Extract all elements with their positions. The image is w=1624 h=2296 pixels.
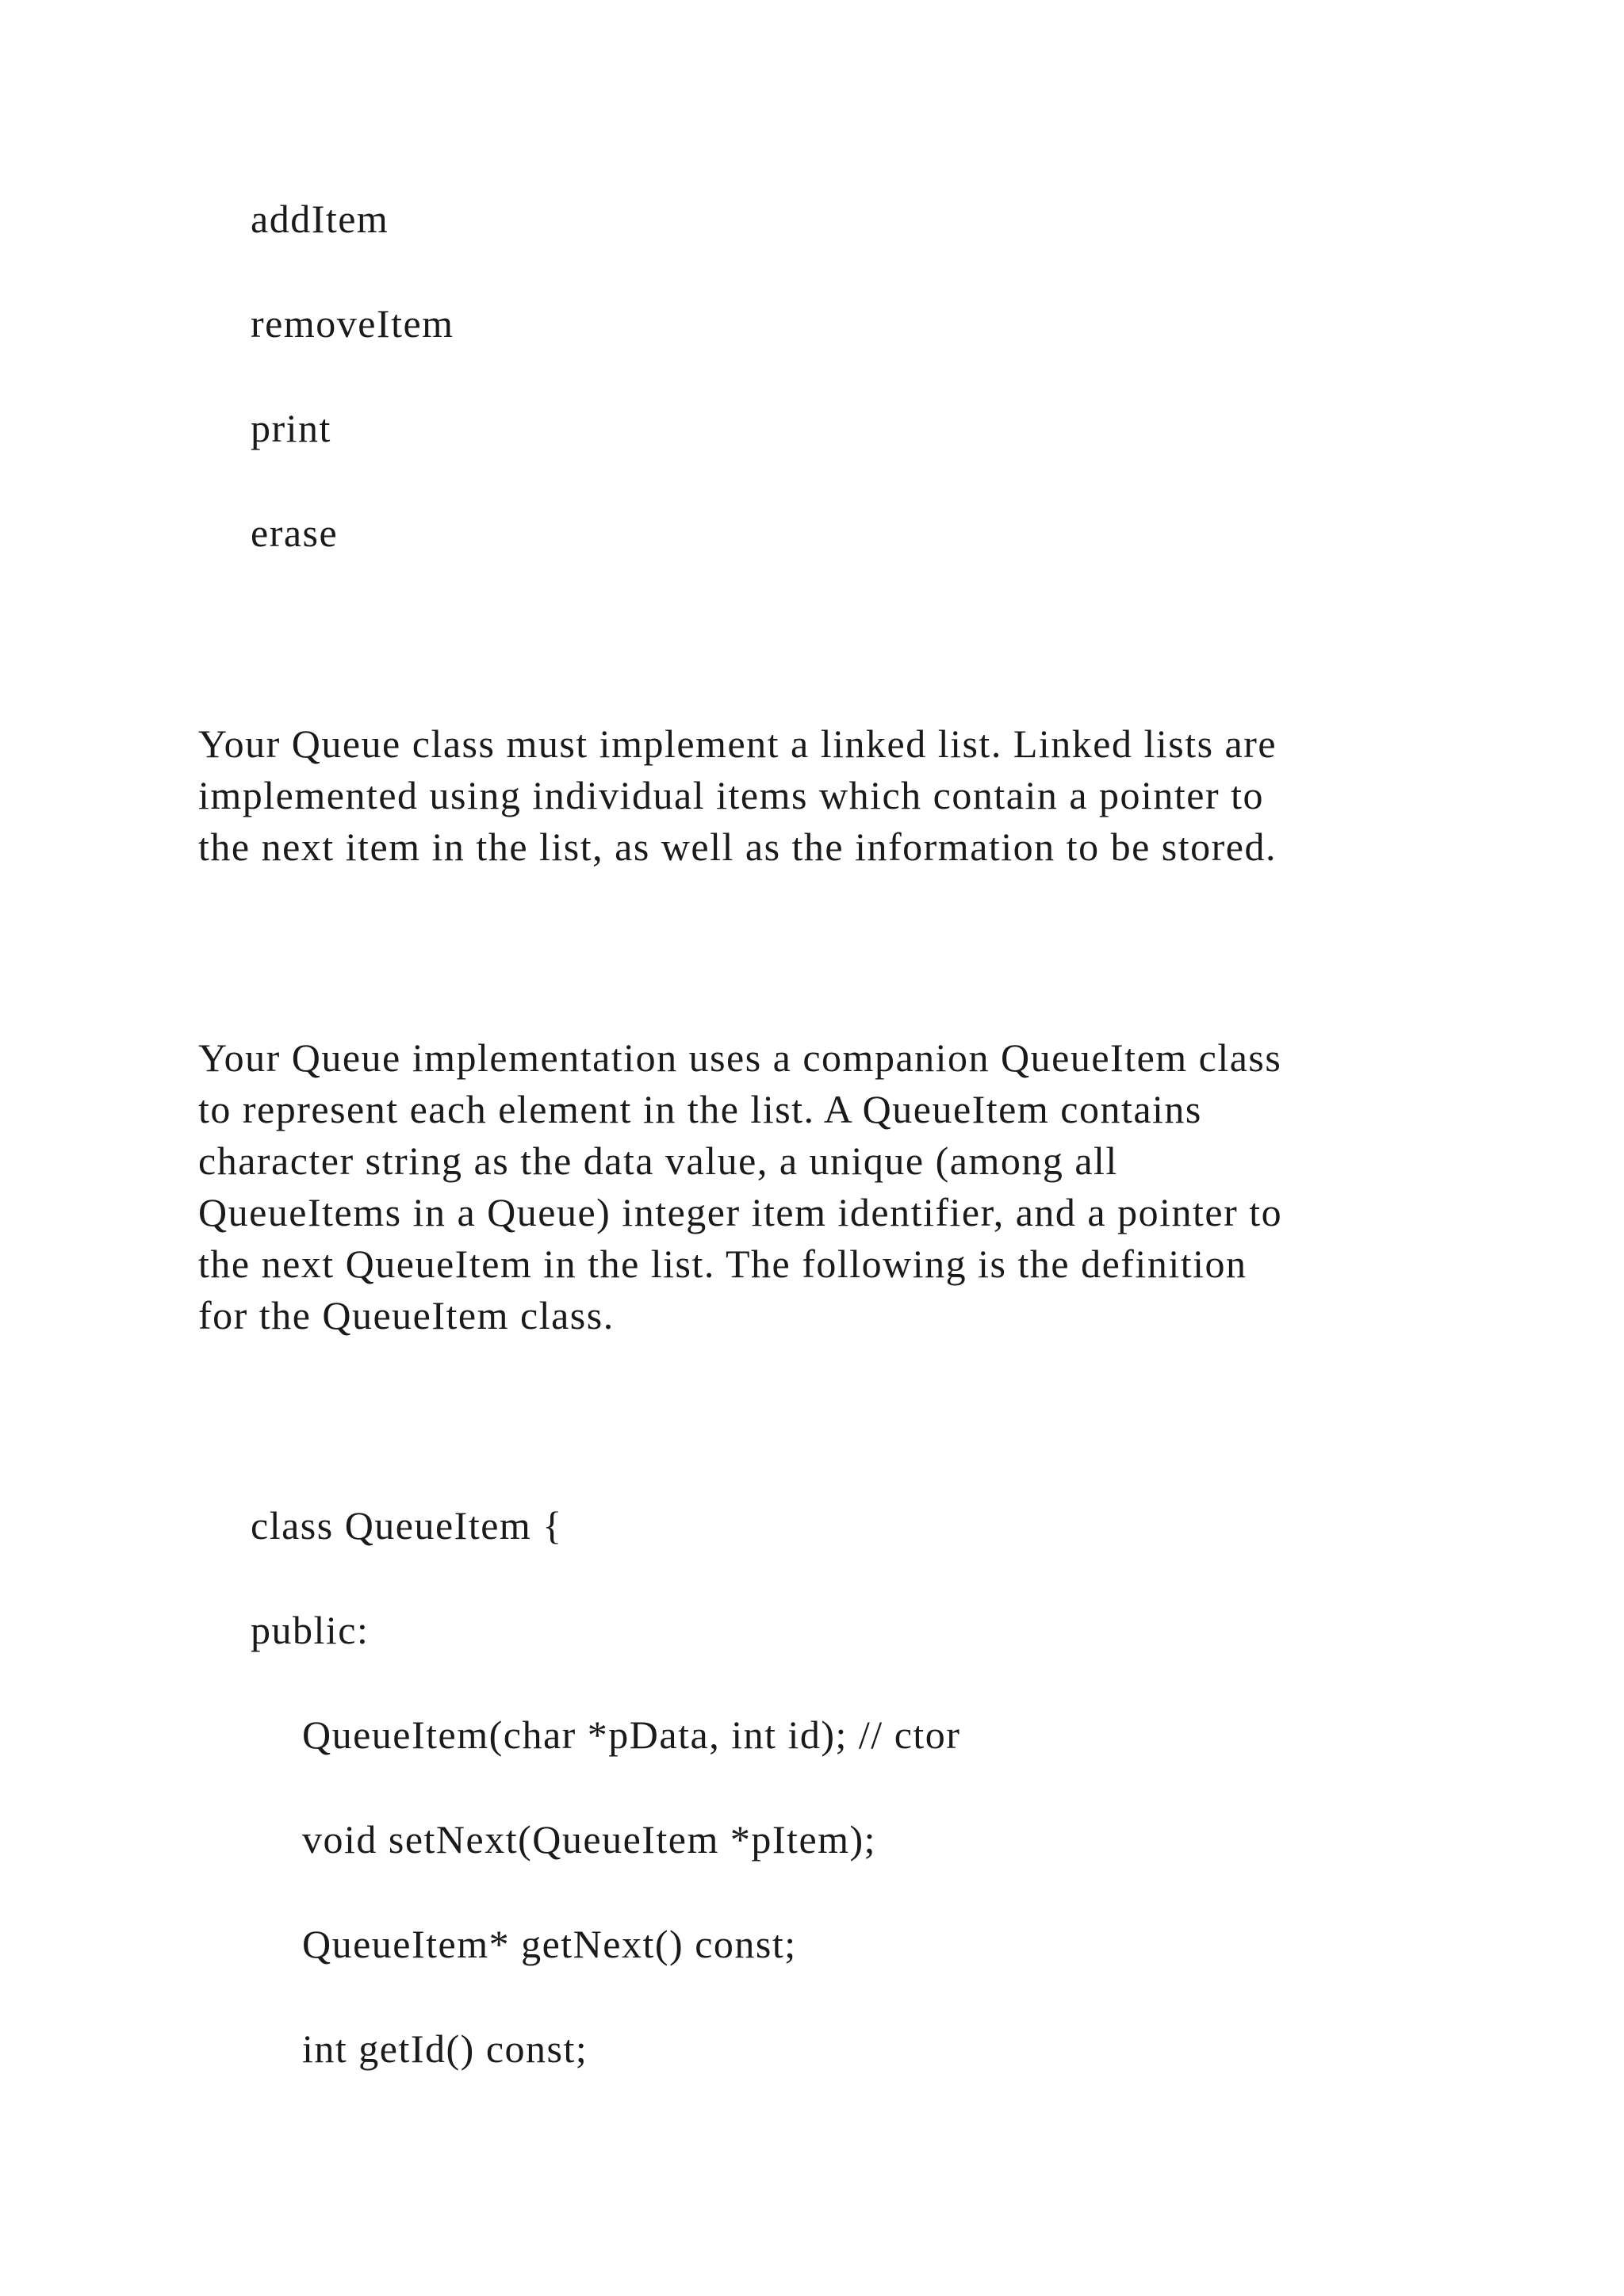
method-add-item: addItem xyxy=(251,197,389,241)
code-get-id: int getId() const; xyxy=(302,2026,588,2071)
code-constructor: QueueItem(char *pData, int id); // ctor xyxy=(302,1712,961,1757)
paragraph-line: the next QueueItem in the list. The following is the definition xyxy=(198,1242,1247,1286)
paragraph-line: QueueItems in a Queue) integer item identifier, and a pointer to xyxy=(198,1190,1283,1234)
code-access-specifier: public: xyxy=(251,1608,370,1652)
paragraph-line: Your Queue implementation uses a companion QueueItem class xyxy=(198,1035,1282,1080)
code-class-declaration: class QueueItem { xyxy=(251,1503,563,1548)
code-get-next: QueueItem* getNext() const; xyxy=(302,1922,797,1966)
paragraph-line: Your Queue class must implement a linked list. Linked lists are xyxy=(198,721,1277,766)
method-print: print xyxy=(251,406,331,450)
paragraph-line: to represent each element in the list. A QueueItem contains xyxy=(198,1087,1202,1131)
paragraph-line: the next item in the list, as well as the information to be stored. xyxy=(198,825,1277,869)
method-remove-item: removeItem xyxy=(251,301,454,346)
paragraph-line: implemented using individual items which contain a pointer to xyxy=(198,773,1265,817)
paragraph-line: character string as the data value, a unique (among all xyxy=(198,1138,1118,1183)
paragraph-line: for the QueueItem class. xyxy=(198,1293,615,1337)
paragraph-queue-item xyxy=(198,1032,1483,1341)
method-erase: erase xyxy=(251,511,339,555)
paragraph-linked-list xyxy=(198,718,1483,873)
code-set-next: void setNext(QueueItem *pItem); xyxy=(302,1817,877,1862)
